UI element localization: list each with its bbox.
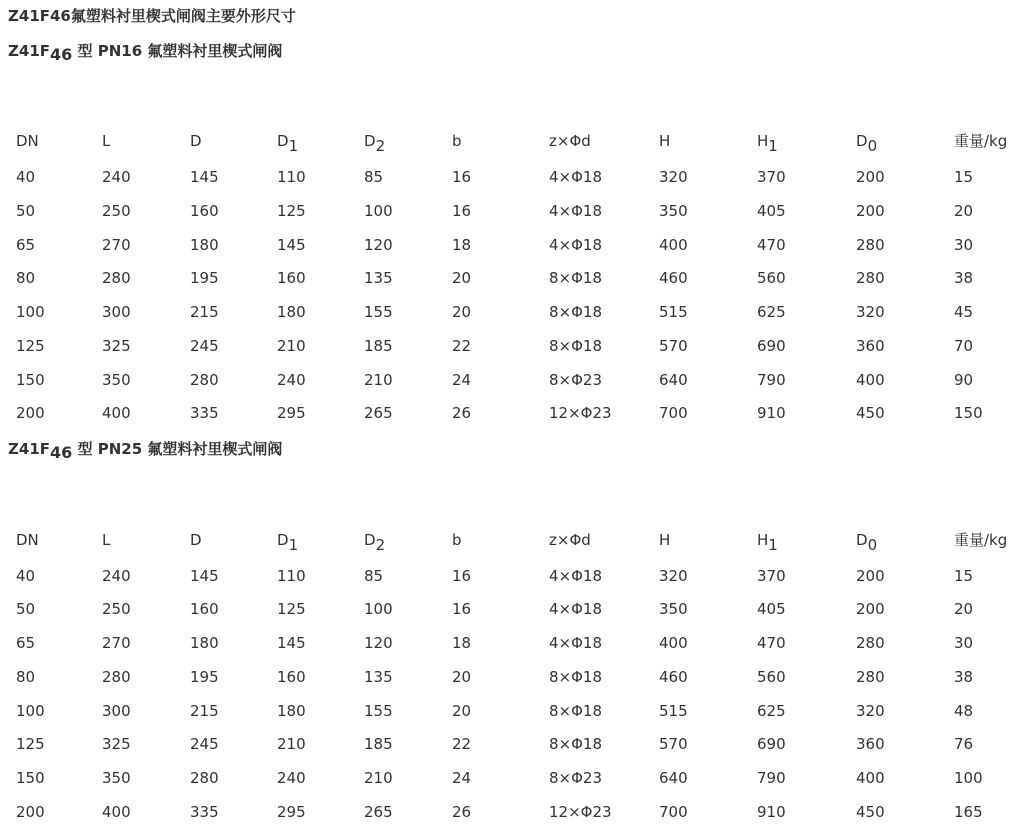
table-cell: 100 bbox=[954, 769, 983, 787]
table-cell: 125 bbox=[277, 202, 306, 220]
table-cell: 50 bbox=[16, 600, 36, 618]
column-header-label: 重量/kg bbox=[954, 132, 1008, 150]
table-cell: 400 bbox=[102, 404, 131, 422]
column-header bbox=[757, 131, 778, 155]
table-cell: 325 bbox=[102, 735, 131, 753]
table-cell: 150 bbox=[954, 404, 983, 422]
table-cell: 90 bbox=[954, 371, 974, 389]
table-cell: 240 bbox=[102, 168, 131, 186]
table-cell: 295 bbox=[277, 803, 306, 821]
table-cell: 790 bbox=[757, 371, 786, 389]
column-header-label: D bbox=[277, 531, 289, 549]
column-header-label: D bbox=[277, 132, 289, 150]
table-cell: 160 bbox=[277, 269, 306, 287]
table-cell: 560 bbox=[757, 269, 786, 287]
column-header bbox=[16, 530, 39, 550]
table-cell: 350 bbox=[102, 769, 131, 787]
column-header bbox=[190, 131, 202, 151]
column-header-label: D bbox=[856, 132, 868, 150]
section-title-suffix: 型 PN25 氟塑料衬里楔式闸阀 bbox=[72, 440, 283, 458]
table-row bbox=[0, 701, 1022, 721]
table-cell: 8×Φ23 bbox=[549, 769, 603, 787]
table-cell: 12×Φ23 bbox=[549, 404, 612, 422]
table-cell: 125 bbox=[16, 735, 45, 753]
table-cell: 515 bbox=[659, 702, 688, 720]
table-cell: 38 bbox=[954, 269, 974, 287]
table-cell: 145 bbox=[277, 634, 306, 652]
section-title-prefix: Z41F bbox=[8, 440, 50, 458]
table-cell: 135 bbox=[364, 269, 393, 287]
table-cell: 8×Φ18 bbox=[549, 735, 603, 753]
table-cell: 690 bbox=[757, 735, 786, 753]
table-cell: 250 bbox=[102, 600, 131, 618]
table-cell: 570 bbox=[659, 735, 688, 753]
table-cell: 350 bbox=[659, 600, 688, 618]
column-header-label: DN bbox=[16, 531, 39, 549]
table-cell: 22 bbox=[452, 735, 472, 753]
table-cell: 110 bbox=[277, 567, 306, 585]
table-cell: 4×Φ18 bbox=[549, 202, 603, 220]
table-row bbox=[0, 370, 1022, 390]
column-header-subscript: 0 bbox=[867, 137, 878, 155]
section-title bbox=[8, 40, 283, 64]
table-row bbox=[0, 302, 1022, 322]
table-cell: 280 bbox=[190, 371, 219, 389]
table-row bbox=[0, 201, 1022, 221]
table-header-row bbox=[0, 131, 1022, 155]
table-cell: 65 bbox=[16, 634, 36, 652]
table-cell: 120 bbox=[364, 634, 393, 652]
table-cell: 70 bbox=[954, 337, 974, 355]
table-cell: 125 bbox=[277, 600, 306, 618]
column-header-label: z×Φd bbox=[549, 132, 591, 150]
column-header bbox=[856, 131, 878, 155]
table-cell: 240 bbox=[277, 371, 306, 389]
table-cell: 100 bbox=[364, 202, 393, 220]
column-header-label: D bbox=[190, 132, 202, 150]
table-cell: 470 bbox=[757, 236, 786, 254]
column-header-label: 重量/kg bbox=[954, 531, 1008, 549]
table-row bbox=[0, 403, 1022, 423]
table-cell: 160 bbox=[190, 202, 219, 220]
table-cell: 700 bbox=[659, 803, 688, 821]
column-header-subscript: 0 bbox=[867, 536, 878, 554]
table-cell: 180 bbox=[277, 702, 306, 720]
table-cell: 15 bbox=[954, 168, 974, 186]
table-cell: 320 bbox=[659, 567, 688, 585]
table-cell: 280 bbox=[856, 668, 885, 686]
table-cell: 350 bbox=[659, 202, 688, 220]
column-header-label: b bbox=[452, 531, 462, 549]
table-cell: 16 bbox=[452, 567, 472, 585]
table-cell: 200 bbox=[856, 168, 885, 186]
table-cell: 160 bbox=[190, 600, 219, 618]
column-header bbox=[954, 131, 1007, 151]
table-cell: 240 bbox=[102, 567, 131, 585]
table-cell: 405 bbox=[757, 202, 786, 220]
table-cell: 250 bbox=[102, 202, 131, 220]
table-cell: 40 bbox=[16, 567, 36, 585]
table-cell: 270 bbox=[102, 634, 131, 652]
table-cell: 360 bbox=[856, 337, 885, 355]
table-cell: 180 bbox=[190, 634, 219, 652]
table-cell: 370 bbox=[757, 168, 786, 186]
table-cell: 400 bbox=[856, 769, 885, 787]
table-cell: 15 bbox=[954, 567, 974, 585]
table-cell: 45 bbox=[954, 303, 974, 321]
table-cell: 320 bbox=[659, 168, 688, 186]
table-cell: 280 bbox=[102, 269, 131, 287]
table-row bbox=[0, 336, 1022, 356]
column-header bbox=[190, 530, 202, 550]
table-cell: 195 bbox=[190, 269, 219, 287]
table-cell: 325 bbox=[102, 337, 131, 355]
table-cell: 18 bbox=[452, 236, 472, 254]
table-cell: 80 bbox=[16, 668, 36, 686]
table-cell: 200 bbox=[856, 600, 885, 618]
table-cell: 625 bbox=[757, 303, 786, 321]
table-cell: 450 bbox=[856, 803, 885, 821]
table-cell: 210 bbox=[277, 337, 306, 355]
column-header bbox=[954, 530, 1007, 550]
table-cell: 240 bbox=[277, 769, 306, 787]
table-cell: 50 bbox=[16, 202, 36, 220]
table-cell: 145 bbox=[277, 236, 306, 254]
column-header-label: DN bbox=[16, 132, 39, 150]
table-cell: 38 bbox=[954, 668, 974, 686]
table-cell: 20 bbox=[452, 269, 472, 287]
column-header-label: L bbox=[102, 132, 111, 150]
table-cell: 210 bbox=[277, 735, 306, 753]
table-cell: 24 bbox=[452, 769, 472, 787]
table-cell: 215 bbox=[190, 702, 219, 720]
table-cell: 20 bbox=[452, 668, 472, 686]
column-header bbox=[452, 131, 462, 151]
table-cell: 280 bbox=[102, 668, 131, 686]
column-header-subscript: 1 bbox=[768, 137, 778, 155]
table-cell: 910 bbox=[757, 404, 786, 422]
column-header bbox=[277, 131, 299, 155]
column-header-subscript: 1 bbox=[288, 137, 299, 155]
table-cell: 155 bbox=[364, 303, 393, 321]
table-cell: 640 bbox=[659, 371, 688, 389]
table-row bbox=[0, 633, 1022, 653]
column-header-label: H bbox=[659, 132, 671, 150]
table-cell: 350 bbox=[102, 371, 131, 389]
table-cell: 280 bbox=[856, 269, 885, 287]
column-header-label: H bbox=[659, 531, 671, 549]
column-header bbox=[659, 530, 670, 550]
table-cell: 85 bbox=[364, 168, 384, 186]
table-cell: 280 bbox=[856, 236, 885, 254]
table-cell: 8×Φ18 bbox=[549, 702, 603, 720]
table-cell: 570 bbox=[659, 337, 688, 355]
table-cell: 26 bbox=[452, 404, 472, 422]
table-cell: 210 bbox=[364, 371, 393, 389]
table-cell: 400 bbox=[659, 236, 688, 254]
table-row bbox=[0, 768, 1022, 788]
table-cell: 245 bbox=[190, 735, 219, 753]
table-cell: 280 bbox=[856, 634, 885, 652]
table-cell: 40 bbox=[16, 168, 36, 186]
table-cell: 295 bbox=[277, 404, 306, 422]
column-header bbox=[16, 131, 39, 151]
table-cell: 30 bbox=[954, 236, 974, 254]
table-cell: 30 bbox=[954, 634, 974, 652]
table-cell: 460 bbox=[659, 668, 688, 686]
table-cell: 265 bbox=[364, 404, 393, 422]
column-header bbox=[757, 530, 778, 554]
table-cell: 185 bbox=[364, 735, 393, 753]
table-cell: 22 bbox=[452, 337, 472, 355]
column-header-label: z×Φd bbox=[549, 531, 591, 549]
table-cell: 24 bbox=[452, 371, 472, 389]
table-cell: 8×Φ18 bbox=[549, 269, 603, 287]
table-cell: 80 bbox=[16, 269, 36, 287]
column-header-label: L bbox=[102, 531, 111, 549]
table-cell: 405 bbox=[757, 600, 786, 618]
table-cell: 8×Φ18 bbox=[549, 337, 603, 355]
column-header-label: D bbox=[364, 531, 376, 549]
table-cell: 100 bbox=[16, 303, 45, 321]
table-cell: 155 bbox=[364, 702, 393, 720]
table-cell: 300 bbox=[102, 702, 131, 720]
table-cell: 20 bbox=[954, 600, 974, 618]
column-header-label: D bbox=[856, 531, 868, 549]
table-cell: 450 bbox=[856, 404, 885, 422]
table-cell: 20 bbox=[452, 702, 472, 720]
table-row bbox=[0, 734, 1022, 754]
table-cell: 20 bbox=[954, 202, 974, 220]
table-cell: 700 bbox=[659, 404, 688, 422]
table-cell: 320 bbox=[856, 303, 885, 321]
table-cell: 100 bbox=[364, 600, 393, 618]
column-header bbox=[364, 530, 386, 554]
column-header bbox=[549, 530, 591, 550]
table-cell: 335 bbox=[190, 404, 219, 422]
table-cell: 8×Φ23 bbox=[549, 371, 603, 389]
table-cell: 245 bbox=[190, 337, 219, 355]
table-cell: 150 bbox=[16, 769, 45, 787]
column-header-subscript: 1 bbox=[768, 536, 778, 554]
table-cell: 400 bbox=[856, 371, 885, 389]
table-cell: 265 bbox=[364, 803, 393, 821]
table-cell: 370 bbox=[757, 567, 786, 585]
table-cell: 48 bbox=[954, 702, 974, 720]
table-cell: 335 bbox=[190, 803, 219, 821]
table-cell: 135 bbox=[364, 668, 393, 686]
table-row bbox=[0, 235, 1022, 255]
column-header-label: H bbox=[757, 132, 769, 150]
column-header-label: D bbox=[364, 132, 376, 150]
page-title: Z41F46氟塑料衬里楔式闸阀主要外形尺寸 bbox=[8, 7, 296, 25]
table-cell: 12×Φ23 bbox=[549, 803, 612, 821]
table-cell: 470 bbox=[757, 634, 786, 652]
table-cell: 910 bbox=[757, 803, 786, 821]
table-cell: 110 bbox=[277, 168, 306, 186]
table-row bbox=[0, 599, 1022, 619]
table-cell: 200 bbox=[856, 202, 885, 220]
table-cell: 180 bbox=[277, 303, 306, 321]
table-header-row bbox=[0, 530, 1022, 554]
column-header bbox=[102, 131, 110, 151]
table-cell: 625 bbox=[757, 702, 786, 720]
table-cell: 8×Φ18 bbox=[549, 668, 603, 686]
column-header bbox=[549, 131, 591, 151]
table-cell: 16 bbox=[452, 600, 472, 618]
table-cell: 20 bbox=[452, 303, 472, 321]
table-cell: 100 bbox=[16, 702, 45, 720]
table-cell: 790 bbox=[757, 769, 786, 787]
column-header bbox=[277, 530, 299, 554]
column-header-subscript: 2 bbox=[375, 536, 386, 554]
table-cell: 400 bbox=[659, 634, 688, 652]
table-cell: 150 bbox=[16, 371, 45, 389]
table-cell: 26 bbox=[452, 803, 472, 821]
table-cell: 76 bbox=[954, 735, 974, 753]
column-header bbox=[452, 530, 462, 550]
column-header bbox=[364, 131, 386, 155]
column-header bbox=[659, 131, 670, 151]
table-cell: 360 bbox=[856, 735, 885, 753]
table-cell: 640 bbox=[659, 769, 688, 787]
table-cell: 4×Φ18 bbox=[549, 168, 603, 186]
column-header-label: b bbox=[452, 132, 462, 150]
table-cell: 200 bbox=[16, 404, 45, 422]
table-cell: 690 bbox=[757, 337, 786, 355]
table-row bbox=[0, 802, 1022, 822]
table-cell: 195 bbox=[190, 668, 219, 686]
table-cell: 515 bbox=[659, 303, 688, 321]
table-cell: 180 bbox=[190, 236, 219, 254]
table-cell: 185 bbox=[364, 337, 393, 355]
table-cell: 215 bbox=[190, 303, 219, 321]
column-header-subscript: 1 bbox=[288, 536, 299, 554]
table-cell: 18 bbox=[452, 634, 472, 652]
table-cell: 4×Φ18 bbox=[549, 634, 603, 652]
table-cell: 4×Φ18 bbox=[549, 567, 603, 585]
table-cell: 85 bbox=[364, 567, 384, 585]
section-title-suffix: 型 PN16 氟塑料衬里楔式闸阀 bbox=[72, 42, 283, 60]
column-header-label: H bbox=[757, 531, 769, 549]
table-cell: 270 bbox=[102, 236, 131, 254]
table-cell: 16 bbox=[452, 168, 472, 186]
table-cell: 200 bbox=[16, 803, 45, 821]
table-cell: 65 bbox=[16, 236, 36, 254]
table-cell: 280 bbox=[190, 769, 219, 787]
table-cell: 200 bbox=[856, 567, 885, 585]
table-cell: 160 bbox=[277, 668, 306, 686]
section-title-prefix: Z41F bbox=[8, 42, 50, 60]
column-header-subscript: 2 bbox=[375, 137, 386, 155]
column-header-label: D bbox=[190, 531, 202, 549]
table-cell: 460 bbox=[659, 269, 688, 287]
column-header bbox=[102, 530, 110, 550]
table-cell: 4×Φ18 bbox=[549, 600, 603, 618]
section-title bbox=[8, 438, 283, 462]
table-cell: 400 bbox=[102, 803, 131, 821]
table-cell: 125 bbox=[16, 337, 45, 355]
section-title-subscript: 46 bbox=[50, 443, 73, 462]
table-cell: 145 bbox=[190, 168, 219, 186]
table-cell: 120 bbox=[364, 236, 393, 254]
table-row bbox=[0, 167, 1022, 187]
section-title-subscript: 46 bbox=[50, 45, 73, 64]
table-cell: 145 bbox=[190, 567, 219, 585]
table-cell: 16 bbox=[452, 202, 472, 220]
table-cell: 165 bbox=[954, 803, 983, 821]
table-cell: 320 bbox=[856, 702, 885, 720]
table-cell: 300 bbox=[102, 303, 131, 321]
table-cell: 560 bbox=[757, 668, 786, 686]
table-row bbox=[0, 566, 1022, 586]
table-cell: 210 bbox=[364, 769, 393, 787]
table-cell: 8×Φ18 bbox=[549, 303, 603, 321]
table-cell: 4×Φ18 bbox=[549, 236, 603, 254]
table-row bbox=[0, 667, 1022, 687]
column-header bbox=[856, 530, 878, 554]
table-row bbox=[0, 268, 1022, 288]
